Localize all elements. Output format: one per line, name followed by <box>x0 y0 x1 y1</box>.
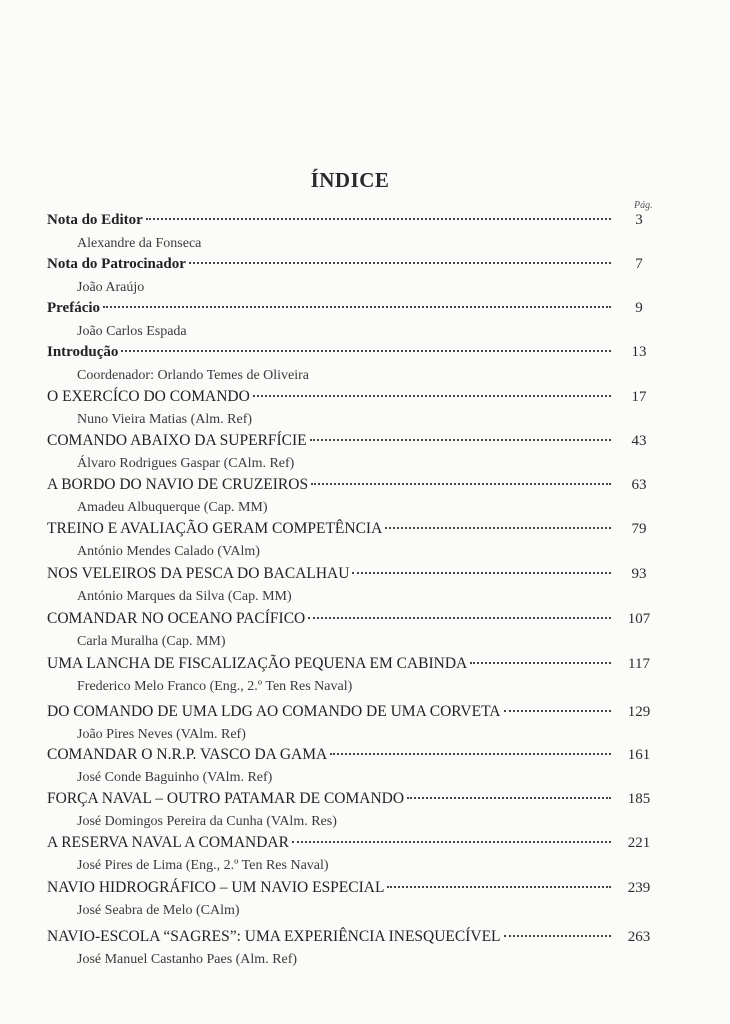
toc-entry-heading: FORÇA NAVAL – OUTRO PATAMAR DE COMANDO <box>47 790 405 807</box>
toc-entry-page-number: 263 <box>627 929 651 945</box>
toc-entry-heading: UMA LANCHA DE FISCALIZAÇÃO PEQUENA EM CABINDA <box>47 655 468 672</box>
toc-entry-page-number: 43 <box>631 433 647 449</box>
toc-entry <box>47 344 659 386</box>
toc-entry-author: José Conde Baguinho (VAlm. Ref) <box>77 770 273 785</box>
toc-entry <box>47 432 659 474</box>
toc-entry-heading: Nota do Editor <box>47 212 143 228</box>
toc-entry-line <box>47 256 659 278</box>
dot-leader <box>253 395 611 397</box>
toc-entry-page-number: 117 <box>628 656 650 672</box>
toc-entry-line <box>47 344 659 366</box>
toc-entry-line <box>47 212 659 234</box>
toc-entry-heading: TREINO E AVALIAÇÃO GERAM COMPETÊNCIA <box>47 520 383 537</box>
toc-entry-page-number: 185 <box>627 791 651 807</box>
toc-entry-heading: A RESERVA NAVAL A COMANDAR <box>47 834 289 851</box>
dot-leader <box>385 527 611 529</box>
toc-entry <box>47 790 659 832</box>
dot-leader <box>407 797 611 799</box>
toc-entry <box>47 879 659 921</box>
toc-entry <box>47 520 659 562</box>
toc-entry-page-number: 7 <box>635 256 643 272</box>
dot-leader <box>103 306 611 308</box>
toc-entry-author: José Manuel Castanho Paes (Alm. Ref) <box>77 952 298 967</box>
toc-entry <box>47 300 659 342</box>
toc-entry <box>47 834 659 876</box>
toc-entry-author: Nuno Vieira Matias (Alm. Ref) <box>77 412 253 427</box>
page-title: ÍNDICE <box>310 168 390 192</box>
toc-entry-page-number: 17 <box>631 389 647 405</box>
toc-entry-author: José Seabra de Melo (CAlm) <box>77 903 240 918</box>
toc-entry-heading: A BORDO DO NAVIO DE CRUZEIROS <box>47 476 309 493</box>
toc-entry-author: José Pires de Lima (Eng., 2.º Ten Res Naval) <box>77 858 329 873</box>
dot-leader <box>121 350 611 352</box>
toc-entry-heading: Nota do Patrocinador <box>47 256 186 272</box>
dot-leader <box>387 886 611 888</box>
toc-entry <box>47 703 659 745</box>
dot-leader <box>470 662 611 664</box>
toc-entry-author: João Carlos Espada <box>77 324 187 339</box>
toc-entry-page-number: 63 <box>631 477 647 493</box>
toc-entry-heading: Prefácio <box>47 300 101 316</box>
toc-entry-heading: NAVIO-ESCOLA “SAGRES”: UMA EXPERIÊNCIA INESQUECÍVEL <box>47 928 501 945</box>
toc-entry <box>47 928 659 970</box>
toc-entry-line <box>47 746 659 768</box>
toc-entry-author: João Pires Neves (VAlm. Ref) <box>77 727 246 742</box>
dot-leader <box>311 483 611 485</box>
toc-entry-line <box>47 300 659 322</box>
toc-entry-line <box>47 476 659 498</box>
toc-entry <box>47 476 659 518</box>
toc-entry-page-number: 93 <box>631 566 647 582</box>
toc-entry-line <box>47 834 659 856</box>
toc-entry-author: Álvaro Rodrigues Gaspar (CAlm. Ref) <box>77 456 295 471</box>
toc-entry-page-number: 161 <box>627 747 651 763</box>
dot-leader <box>308 617 611 619</box>
toc-entry-author: Amadeu Albuquerque (Cap. MM) <box>77 500 268 515</box>
page-column-header: Pág. <box>634 200 653 211</box>
toc-entry-heading: COMANDAR O N.R.P. VASCO DA GAMA <box>47 746 328 763</box>
toc-entry-author: António Mendes Calado (VAlm) <box>77 544 260 559</box>
dot-leader <box>146 218 611 220</box>
dot-leader <box>504 935 611 937</box>
toc-entry-line <box>47 703 659 725</box>
toc-entry <box>47 388 659 430</box>
dot-leader <box>292 841 611 843</box>
toc-entry-line <box>47 388 659 410</box>
toc-entry-heading: NAVIO HIDROGRÁFICO – UM NAVIO ESPECIAL <box>47 879 385 896</box>
toc-entry-heading: O EXERCÍCO DO COMANDO <box>47 388 250 405</box>
toc-entry <box>47 610 659 652</box>
toc-entry-author: João Araújo <box>77 280 145 295</box>
toc-entry-line <box>47 928 659 950</box>
toc-entry-page-number: 107 <box>627 611 651 627</box>
toc-entry-heading: DO COMANDO DE UMA LDG AO COMANDO DE UMA CORVETA <box>47 703 501 720</box>
toc-entry-heading: NOS VELEIROS DA PESCA DO BACALHAU <box>47 565 350 582</box>
dot-leader <box>330 753 611 755</box>
toc-entry-line <box>47 520 659 542</box>
toc-entry-line <box>47 432 659 454</box>
toc-entry-author: Carla Muralha (Cap. MM) <box>77 634 226 649</box>
dot-leader <box>189 262 611 264</box>
toc-entry-page-number: 13 <box>631 344 647 360</box>
toc-entry <box>47 256 659 298</box>
dot-leader <box>352 572 611 574</box>
toc-entry-heading: COMANDAR NO OCEANO PACÍFICO <box>47 610 306 627</box>
toc-entry-page-number: 79 <box>631 521 647 537</box>
toc-entry-page-number: 9 <box>635 300 643 316</box>
toc-entry-author: António Marques da Silva (Cap. MM) <box>77 589 292 604</box>
toc-entry-page-number: 239 <box>627 880 651 896</box>
toc-entry-line <box>47 790 659 812</box>
toc-entry-line <box>47 610 659 632</box>
toc-entry <box>47 746 659 788</box>
toc-entry <box>47 565 659 607</box>
toc-entry-author: Alexandre da Fonseca <box>77 236 202 251</box>
toc-entry-page-number: 129 <box>627 704 651 720</box>
toc-entry-heading: Introdução <box>47 344 119 360</box>
toc-entry-page-number: 3 <box>635 212 643 228</box>
toc-entry-author: Coordenador: Orlando Temes de Oliveira <box>77 368 310 383</box>
dot-leader <box>310 439 611 441</box>
toc-entry-line <box>47 879 659 901</box>
toc-entry-page-number: 221 <box>627 835 651 851</box>
toc-entry-author: Frederico Melo Franco (Eng., 2.º Ten Res Naval) <box>77 679 353 694</box>
toc-entry-line <box>47 655 659 677</box>
dot-leader <box>504 710 612 712</box>
toc-entry-heading: COMANDO ABAIXO DA SUPERFÍCIE <box>47 432 307 449</box>
toc-entry-line <box>47 565 659 587</box>
toc-entry <box>47 655 659 697</box>
toc-entry-author: José Domingos Pereira da Cunha (VAlm. Res) <box>77 814 337 829</box>
toc-entry <box>47 212 659 254</box>
